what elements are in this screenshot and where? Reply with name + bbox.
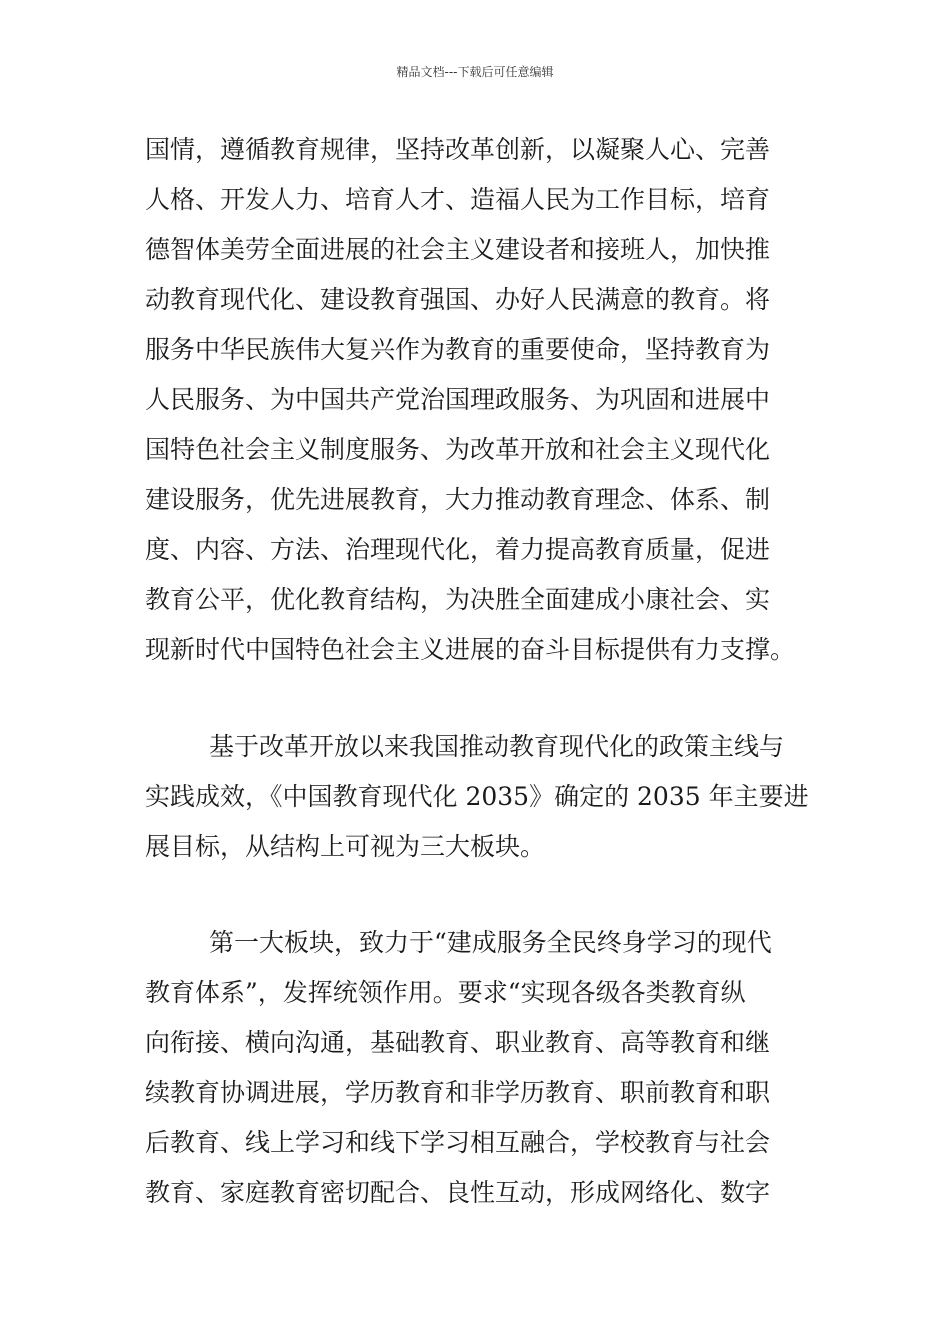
text-line: 展目标，从结构上可视为三大板块。 [145, 832, 546, 861]
text-line: 教育公平，优化教育结构，为决胜全面建成小康社会、实 [145, 585, 771, 614]
text-line: 人民服务、为中国共产党治国理政服务、为巩固和进展中 [145, 385, 771, 414]
text-line: 度、内容、方法、治理现代化，着力提高教育质量，促进 [145, 535, 771, 564]
text-line: 建设服务，优先进展教育，大力推动教育理念、体系、制 [145, 485, 771, 514]
text-line: 动教育现代化、建设教育强国、办好人民满意的教育。将 [145, 285, 771, 314]
text-line: 国情，遵循教育规律，坚持改革创新，以凝聚人心、完善 [145, 135, 771, 164]
text-line: 国特色社会主义制度服务、为改革开放和社会主义现代化 [145, 435, 771, 464]
text-line: 后教育、线上学习和线下学习相互融合，学校教育与社会 [145, 1128, 771, 1157]
text-line: 第一大板块，致力于“建成服务全民终身学习的现代 [209, 928, 772, 957]
text-line: 人格、开发人力、培育人才、造福人民为工作目标，培育 [145, 185, 771, 214]
page-header: 精品文档---下载后可任意编辑 [396, 65, 554, 79]
text-line: 续教育协调进展，学历教育和非学历教育、职前教育和职 [145, 1078, 771, 1107]
text-line: 教育体系”，发挥统领作用。要求“实现各级各类教育纵 [145, 978, 746, 1007]
text-line: 实践成效，《中国教育现代化 2035》确定的 2035 年主要进 [145, 782, 809, 811]
text-line: 现新时代中国特色社会主义进展的奋斗目标提供有力支撑。 [145, 635, 796, 664]
text-line: 教育、家庭教育密切配合、良性互动，形成网络化、数字 [145, 1178, 771, 1207]
text-line: 服务中华民族伟大复兴作为教育的重要使命，坚持教育为 [145, 335, 771, 364]
text-line: 德智体美劳全面进展的社会主义建设者和接班人，加快推 [145, 235, 771, 264]
text-line: 基于改革开放以来我国推动教育现代化的政策主线与 [209, 732, 785, 761]
text-line: 向衔接、横向沟通，基础教育、职业教育、高等教育和继 [145, 1028, 771, 1057]
